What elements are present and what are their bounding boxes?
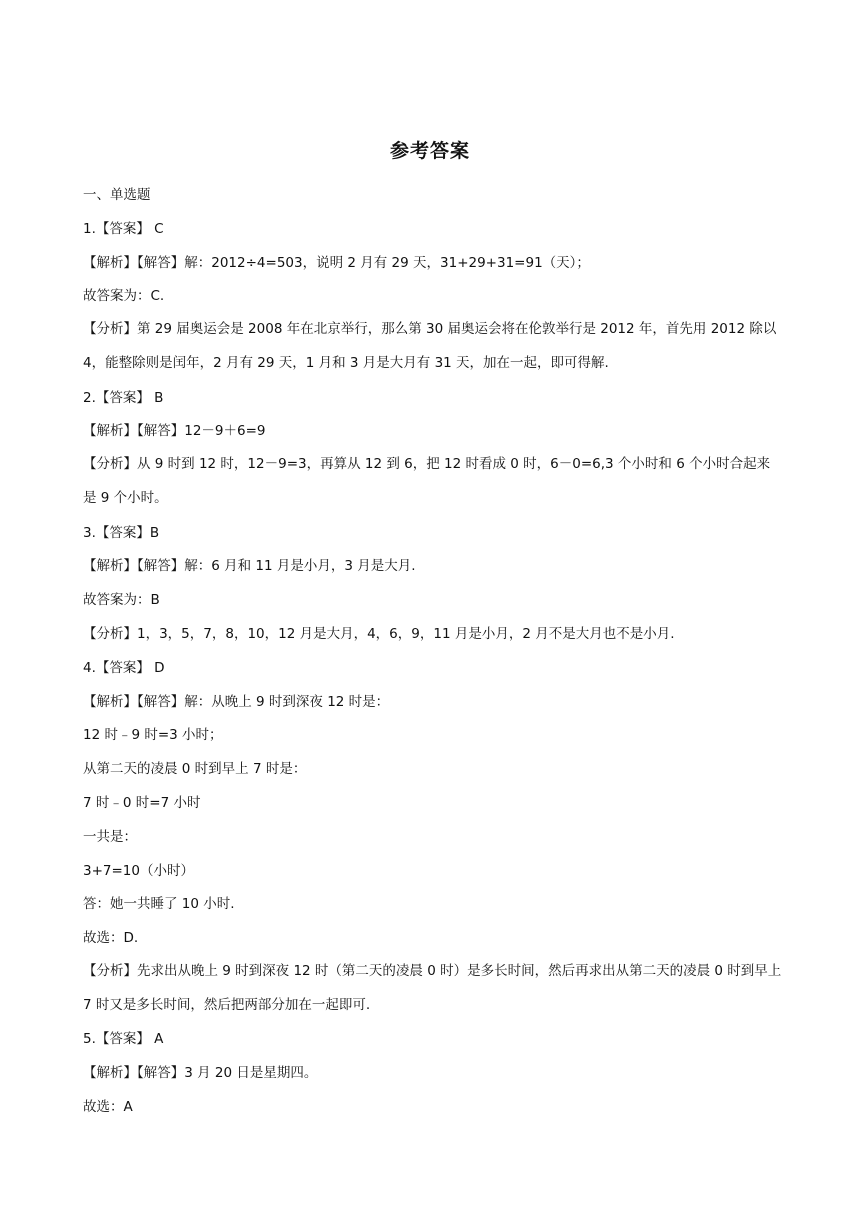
q4-step-4: 一共是： — [83, 828, 137, 845]
q2-answer: 2.【答案】 B — [83, 389, 164, 406]
q1-solution: 【解析】【解答】解：2012÷4=503，说明 2 月有 29 天，31+29+31=91（天）； — [83, 254, 590, 271]
q4-answer: 4.【答案】 D — [83, 659, 165, 676]
q3-solution: 【解析】【解答】解：6 月和 11 月是小月，3 月是大月. — [83, 558, 416, 575]
q2-solution: 【解析】【解答】12－9＋6=9 — [83, 423, 266, 440]
q1-analysis: 【分析】第 29 届奥运会是 2008 年在北京举行，那么第 30 届奥运会将在伦敦举行是 2012 年，首先用 2012 除以 4，能整除则是闰年，2 月有 29 天，1 月和 3 月是大月有 31 天，加在一起，即可得解. — [83, 321, 777, 371]
q4-step-2: 从第二天的凌晨 0 时到早上 7 时是： — [83, 761, 307, 778]
q5-conclusion: 故选：A — [83, 1098, 133, 1115]
q3-answer: 3.【答案】B — [83, 524, 160, 541]
q4-step-1: 12 时﹣9 时=3 小时； — [83, 727, 223, 744]
q4-solution: 【解析】【解答】解：从晚上 9 时到深夜 12 时是： — [83, 693, 390, 710]
q4-answer-statement: 答：她一共睡了 10 小时. — [83, 896, 235, 913]
q1-answer: 1.【答案】 C — [83, 220, 164, 237]
answer-content — [83, 184, 783, 1130]
q4-conclusion: 故选：D. — [83, 930, 139, 947]
q4-step-3: 7 时﹣0 时=7 小时 — [83, 794, 201, 811]
q1-conclusion: 故答案为：C. — [83, 288, 165, 305]
section-heading: 一、单选题 — [83, 187, 151, 203]
q5-answer: 5.【答案】 A — [83, 1031, 164, 1048]
q3-conclusion: 故答案为：B — [83, 592, 160, 609]
q3-analysis: 【分析】1，3，5，7，8，10，12 月是大月，4，6，9，11 月是小月，2 月不是大月也不是小月. — [83, 625, 675, 642]
q5-solution: 【解析】【解答】3 月 20 日是星期四。 — [83, 1065, 318, 1082]
q2-analysis: 【分析】从 9 时到 12 时，12－9=3，再算从 12 到 6，把 12 时看成 0 时，6－0=6,3 个小时和 6 个小时合起来是 9 个小时。 — [83, 456, 771, 506]
page-title: 参考答案 — [389, 140, 470, 162]
q4-analysis: 【分析】先求出从晚上 9 时到深夜 12 时（第二天的凌晨 0 时）是多长时间，然后再求出从第二天的凌晨 0 时到早上 7 时又是多长时间，然后把两部分加在一起即可. — [83, 962, 782, 1013]
q4-step-5: 3+7=10（小时） — [83, 862, 194, 879]
